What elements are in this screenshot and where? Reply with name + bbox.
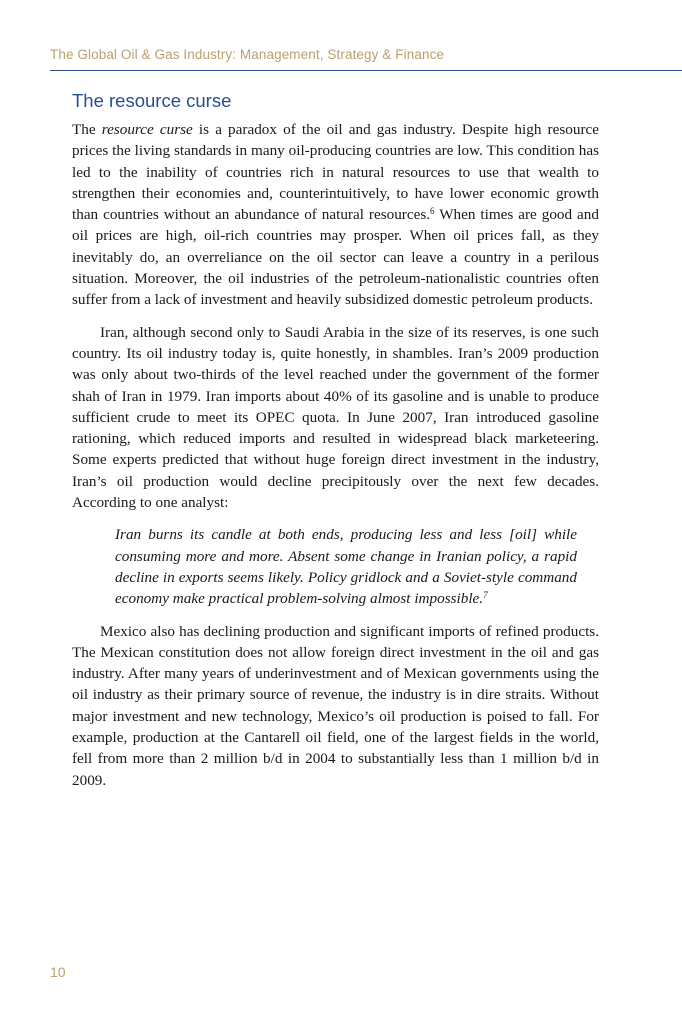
page-body — [72, 90, 599, 791]
paragraph-iran: Iran, although second only to Saudi Arabia in the size of its reserves, is one such country. Its oil industry today is, quite honestly, in shambles. Iran’s 2009 production was only about two-thirds of the level reached under the government of the former shah of Iran in 1979. Iran imports about 40% of its gasoline and is unable to produce sufficient crude to meet its OPEC quota. In June 2007, Iran introduced gasoline rationing, which reduced imports and resulted in widespread black marketeering. Some experts predicted that without huge foreign direct investment in the industry, Iran’s oil production would decline precipitously over the next few decades. According to one analyst: — [72, 323, 599, 512]
section-heading: The resource curse — [72, 90, 232, 111]
paragraph-resource-curse — [72, 119, 599, 311]
footnote-ref-7[interactable]: 7 — [483, 590, 488, 601]
quote-text: Iran burns its candle at both ends, producing less and less [oil] while consuming more and more. Absent some change in Iranian policy, a rapid decline in exports seems likely. Policy gridlock and a Soviet-style command economy make practical problem-solving almost impossible. — [115, 526, 577, 608]
paragraph-lead: The — [72, 121, 102, 138]
footnote-ref-6[interactable]: 6 — [430, 206, 435, 217]
analyst-quote — [115, 524, 577, 609]
page-number: 10 — [50, 964, 66, 980]
header-rule — [50, 70, 682, 71]
paragraph-text-continued: When times are good and oil prices are high, oil-rich countries may prosper. When oil prices fall, as they inevitably do, an overreliance on the oil sector can leave a country in a perilous situation. Moreover, the oil industries of the petroleum-nationalistic countries often suffer from a lack of investment and heavily subsidized domestic petroleum products. — [72, 206, 599, 309]
paragraph-text: is a paradox of the oil and gas industry. Despite high resource prices the living standards in many oil-producing countries are low. This condition has led to the inability of countries rich in natural resources to use that wealth to strengthen their economies and, counterintuitively, to have lower economic growth than countries without an abundance of natural resources. — [72, 121, 599, 224]
term-resource-curse: resource curse — [101, 121, 193, 138]
running-header: The Global Oil & Gas Industry: Management, Strategy & Finance — [50, 47, 445, 62]
paragraph-mexico: Mexico also has declining production and significant imports of refined products. The Mexican constitution does not allow foreign direct investment in the oil and gas industry. After many years of underinvestment and of Mexican governments using the oil industry as their primary source of revenue, the industry is in dire straits. Without major investment and new technology, Mexico’s oil production is poised to fall. For example, production at the Cantarell oil field, one of the largest fields in the world, fell from more than 2 million b/d in 2004 to substantially less than 1 million b/d in 2009. — [72, 622, 599, 789]
